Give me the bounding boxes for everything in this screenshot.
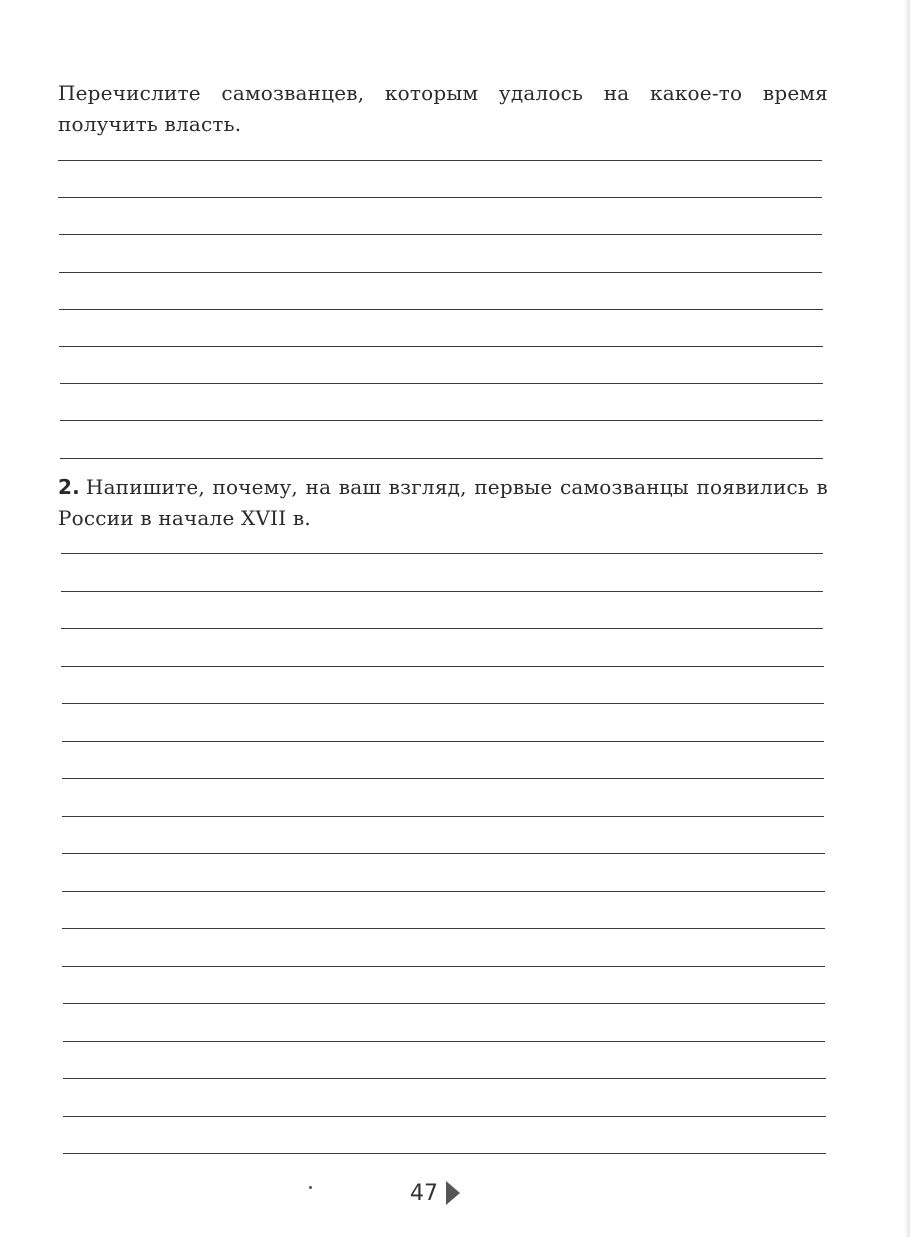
answer-line[interactable] [58, 160, 822, 161]
answer-line[interactable] [62, 853, 825, 854]
answer-line[interactable] [61, 666, 823, 667]
answer-line[interactable] [60, 420, 823, 421]
answer-line[interactable] [62, 778, 824, 779]
question-2 [58, 472, 828, 534]
answer-line[interactable] [62, 891, 825, 892]
answer-line[interactable] [63, 1116, 826, 1117]
answer-line[interactable] [61, 553, 823, 554]
answer-line[interactable] [62, 966, 825, 967]
answer-line[interactable] [60, 458, 823, 459]
answer-line[interactable] [59, 234, 823, 235]
answer-line[interactable] [59, 272, 823, 273]
answer-line[interactable] [62, 741, 824, 742]
answer-line[interactable] [63, 1003, 826, 1004]
answer-line[interactable] [59, 309, 823, 310]
page-number: 47 [410, 1180, 438, 1206]
answer-line[interactable] [58, 197, 822, 198]
answer-line[interactable] [62, 703, 824, 704]
answer-line[interactable] [62, 816, 824, 817]
answer-line[interactable] [61, 628, 823, 629]
question-2-text: Напишите, почему, на ваш взгляд, первые самозванцы появились в России в начале XVII в. [58, 475, 828, 530]
answer-line[interactable] [63, 1041, 826, 1042]
answer-line[interactable] [59, 346, 822, 347]
question-1-continuation: Перечислите самозванцев, которым удалось на какое-то время получить власть. [58, 81, 828, 136]
answer-line[interactable] [62, 928, 825, 929]
answer-line[interactable] [63, 1153, 826, 1154]
answer-line[interactable] [63, 1078, 826, 1079]
triangle-right-icon [446, 1181, 460, 1205]
print-speck [309, 1186, 312, 1189]
question-2-number: 2. [58, 475, 80, 499]
page-edge-shadow [904, 0, 910, 1237]
page-footer [410, 1176, 460, 1210]
answer-line[interactable] [60, 383, 823, 384]
answer-line[interactable] [61, 591, 823, 592]
